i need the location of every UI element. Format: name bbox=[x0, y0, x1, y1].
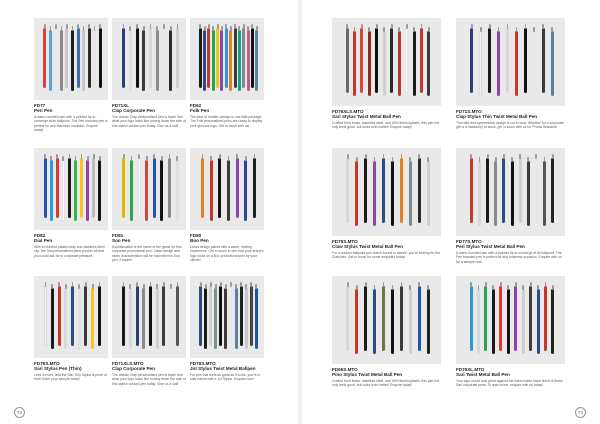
product-name: Jot Stylus Twist Metal Ballpen bbox=[190, 366, 256, 372]
pen-image bbox=[129, 30, 132, 90]
product-name: Pino Stylus Twist Metal Ball Pen bbox=[332, 372, 403, 378]
product-code: FD76S.MTO bbox=[190, 361, 216, 366]
pen-image bbox=[62, 160, 65, 220]
product-code: FD76XL.MTO bbox=[456, 367, 485, 372]
pen-image bbox=[84, 286, 87, 346]
product-card bbox=[34, 18, 108, 132]
pen-image bbox=[216, 28, 219, 88]
product-card bbox=[190, 276, 264, 382]
pen-image bbox=[373, 161, 376, 226]
pen-image bbox=[162, 286, 165, 346]
product-card bbox=[112, 148, 186, 262]
pen-image bbox=[470, 158, 473, 223]
pen-image bbox=[418, 286, 421, 351]
pen-image bbox=[130, 160, 133, 220]
pen-image bbox=[405, 28, 408, 93]
pen-image bbox=[169, 288, 172, 348]
pen-image bbox=[542, 28, 545, 93]
product-description: A warm rounded pen with a pointed tip to converge at its ballpoint. The Peri branded pen is perfect for any business occasion. Enquire with us for a sample now. bbox=[456, 250, 562, 264]
pen-image bbox=[78, 288, 81, 348]
product-description: Clean design paired with a warm, inviting experience. Get in touch to see how your brand's logo looks on a Boo promotional pen by your clients! bbox=[190, 244, 264, 263]
pen-image bbox=[230, 286, 233, 346]
pen-image bbox=[251, 28, 254, 88]
pen-image bbox=[149, 286, 152, 346]
product-name: Clap Stylus Thin Twist Metal Ball Pen bbox=[456, 114, 538, 120]
pen-image bbox=[156, 30, 159, 90]
pen-image bbox=[484, 286, 487, 351]
product-photo bbox=[112, 276, 186, 358]
pen-image bbox=[499, 286, 502, 351]
pen-image bbox=[98, 160, 101, 220]
pen-image bbox=[160, 160, 163, 220]
pen-image bbox=[492, 289, 495, 354]
product-name: Folk Pen bbox=[190, 108, 210, 114]
pen-image bbox=[497, 31, 500, 96]
pen-image bbox=[176, 286, 179, 346]
pen-image bbox=[225, 28, 228, 88]
pen-image bbox=[355, 289, 358, 354]
pen-image bbox=[68, 158, 71, 218]
pen-image bbox=[253, 158, 256, 218]
product-photo bbox=[332, 276, 441, 364]
pen-image bbox=[129, 288, 132, 348]
pen-image bbox=[477, 289, 480, 354]
product-code: FD71XLS.MTO bbox=[112, 361, 144, 366]
pen-image bbox=[360, 28, 363, 93]
pen-image bbox=[375, 28, 378, 93]
product-card bbox=[332, 276, 441, 388]
pen-image bbox=[176, 28, 179, 88]
pen-image bbox=[502, 158, 505, 223]
pen-image bbox=[507, 289, 510, 354]
pen-image bbox=[43, 28, 46, 88]
product-photo bbox=[34, 18, 108, 100]
pen-image bbox=[511, 161, 514, 226]
product-photo bbox=[112, 18, 186, 100]
pen-image bbox=[543, 161, 546, 226]
pen-image bbox=[533, 31, 536, 96]
product-photo bbox=[332, 148, 441, 236]
pen-image bbox=[74, 160, 77, 220]
pen-image bbox=[346, 158, 349, 223]
pen-image bbox=[220, 30, 223, 90]
pen-image bbox=[479, 31, 482, 96]
pen-image bbox=[199, 28, 202, 88]
product-name: Peri Stylus Twist Metal Ball Pen bbox=[456, 244, 525, 250]
page-number-left: 72 bbox=[14, 407, 25, 418]
product-card bbox=[190, 148, 264, 262]
product-code: FD77 bbox=[34, 103, 46, 108]
pen-image bbox=[60, 30, 63, 90]
pen-image bbox=[470, 28, 473, 93]
pen-image bbox=[71, 286, 74, 346]
product-code: FD71S.MTO bbox=[456, 109, 482, 114]
product-name: Sari Twist Metal Ball Pen bbox=[456, 372, 510, 378]
product-code: FD75S.MTO bbox=[332, 239, 358, 244]
pen-image bbox=[227, 160, 230, 220]
pen-image bbox=[390, 28, 393, 93]
product-card bbox=[112, 276, 186, 386]
pen-image bbox=[71, 30, 74, 90]
pen-image bbox=[398, 31, 401, 96]
pen-image bbox=[529, 286, 532, 351]
pen-image bbox=[207, 28, 210, 88]
product-card bbox=[34, 276, 108, 382]
pen-image bbox=[210, 160, 213, 220]
pen-image bbox=[486, 158, 489, 223]
pen-image bbox=[199, 286, 202, 346]
pen-image bbox=[168, 158, 171, 218]
product-card bbox=[34, 148, 108, 258]
pen-image bbox=[544, 286, 547, 351]
pen-image bbox=[122, 286, 125, 346]
pen-image bbox=[51, 288, 54, 348]
pen-image bbox=[145, 160, 148, 220]
pen-image bbox=[212, 30, 215, 90]
pen-image bbox=[156, 288, 159, 348]
pen-image bbox=[255, 30, 258, 90]
pen-image bbox=[229, 30, 232, 90]
pen-image bbox=[551, 31, 554, 96]
pen-image bbox=[91, 288, 94, 348]
pen-image bbox=[488, 28, 491, 93]
product-description: Crafted from brass, stainless steel, and 40% thermoplastic, this pen not only feels good, but looks even better! Enquire today! bbox=[332, 120, 440, 130]
product-name: Dial Pen bbox=[34, 238, 53, 244]
pen-image bbox=[506, 28, 509, 93]
pen-image bbox=[391, 289, 394, 354]
product-card bbox=[456, 18, 565, 130]
pen-image bbox=[162, 28, 165, 88]
product-description: The classic Clap personalised pen is back! See what your logo looks like turning down the side of this stylish custom pen today. Give us a call! bbox=[112, 114, 186, 128]
product-card bbox=[456, 276, 565, 388]
pen-image bbox=[527, 161, 530, 226]
pen-image bbox=[382, 286, 385, 351]
pen-image bbox=[235, 288, 238, 348]
pen-image bbox=[383, 31, 386, 96]
product-photo bbox=[34, 276, 108, 358]
pen-image bbox=[494, 161, 497, 226]
product-code: FD71XL bbox=[112, 103, 130, 108]
pen-image bbox=[238, 30, 241, 90]
pen-image bbox=[519, 158, 522, 223]
product-name: Soo Pen bbox=[112, 238, 131, 244]
pen-image bbox=[54, 28, 57, 88]
pen-image bbox=[364, 286, 367, 351]
pen-image bbox=[524, 28, 527, 93]
pen-image bbox=[209, 286, 212, 346]
product-photo bbox=[190, 148, 264, 230]
pen-image bbox=[86, 160, 89, 220]
pen-image bbox=[203, 30, 206, 90]
pen-image bbox=[92, 158, 95, 218]
pen-image bbox=[58, 286, 61, 346]
pen-image bbox=[98, 286, 101, 346]
pen-image bbox=[50, 160, 53, 220]
pen-image bbox=[136, 286, 139, 346]
pen-image bbox=[136, 28, 139, 88]
product-photo bbox=[112, 148, 186, 230]
pen-image bbox=[153, 158, 156, 218]
pen-image bbox=[149, 28, 152, 88]
pen-image bbox=[122, 28, 125, 88]
product-name: Sari Stylus Pen (Thin) bbox=[34, 366, 82, 372]
pen-image bbox=[478, 161, 481, 226]
pen-image bbox=[551, 289, 554, 354]
product-description: For pen that feels as great as it looks, you're in safe hands with a Jot Stylus. Enquire now! bbox=[190, 372, 261, 382]
product-description: This slim and symmetrical design is cut to wow. Whether for a corporate gift or a stationery to stock, get in touch with us for Promo Branded! bbox=[456, 120, 564, 130]
product-card bbox=[112, 18, 186, 128]
product-code: FD82 bbox=[34, 233, 46, 238]
pen-image bbox=[427, 161, 430, 226]
product-photo bbox=[456, 148, 565, 236]
pen-image bbox=[413, 31, 416, 96]
pen-image bbox=[142, 288, 145, 348]
pen-image bbox=[169, 30, 172, 90]
product-code: FD80 bbox=[190, 233, 202, 238]
product-photo bbox=[332, 18, 441, 106]
pen-image bbox=[364, 158, 367, 223]
pen-image bbox=[218, 158, 221, 218]
pen-image bbox=[400, 286, 403, 351]
product-photo bbox=[456, 276, 565, 364]
pen-image bbox=[88, 28, 91, 88]
pen-image bbox=[409, 161, 412, 226]
pen-image bbox=[418, 158, 421, 223]
product-description: Sophistication is the name of the game for this corporate promotional pen. Clean design and sleek characteristics will be had with this Soo pen. Enquire! bbox=[112, 244, 182, 263]
pen-image bbox=[355, 161, 358, 226]
pen-image bbox=[409, 289, 412, 354]
pen-image bbox=[420, 28, 423, 93]
product-card bbox=[456, 148, 565, 264]
product-name: Clap Corporate Pen bbox=[112, 366, 155, 372]
product-name: Peri Pen bbox=[34, 108, 53, 114]
product-description: Crafted from brass, stainless steel, and 40% thermoplastic, this pen not only feels good, but looks even better! Enquire today! bbox=[332, 378, 440, 388]
pen-image bbox=[346, 28, 349, 93]
pen-image bbox=[373, 289, 376, 354]
pen-image bbox=[250, 286, 253, 346]
pen-image bbox=[535, 158, 538, 223]
pen-image bbox=[234, 28, 237, 88]
pen-image bbox=[400, 158, 403, 223]
product-code: FD62 bbox=[190, 103, 202, 108]
pen-image bbox=[353, 31, 356, 96]
pen-image bbox=[242, 28, 245, 88]
pen-image bbox=[514, 286, 517, 351]
product-description: For a custom ballpoint pen that is bound to dazzle, you're looking for the Claw pen. Get in touch for some enquiries today! bbox=[332, 250, 441, 260]
product-description: The classic Clap personalised pen is back! See what your logo looks like turning down the side of this stylish custom pen today. Give us a call! bbox=[112, 372, 186, 386]
product-photo bbox=[456, 18, 565, 106]
pen-image bbox=[245, 288, 248, 348]
pen-image bbox=[201, 158, 204, 218]
pen-image bbox=[522, 289, 525, 354]
pen-image bbox=[122, 158, 125, 218]
product-description: With a rounded plastic body and stainless steel clip, the Dial personalised pens provide all that you could ask for in corporate pleasure. bbox=[34, 244, 105, 258]
pen-image bbox=[244, 160, 247, 220]
pen-image bbox=[551, 158, 554, 223]
pen-image bbox=[537, 289, 540, 354]
pen-image bbox=[224, 288, 227, 348]
pen-image bbox=[247, 30, 250, 90]
pen-image bbox=[56, 158, 59, 218]
pen-image bbox=[65, 28, 68, 88]
page-number-right: 73 bbox=[575, 407, 586, 418]
product-code: FD76S.MTO bbox=[34, 361, 60, 366]
product-name: Sari Stylus Twist Metal Ball Pen bbox=[332, 114, 401, 120]
product-photo bbox=[190, 18, 264, 100]
pen-image bbox=[427, 31, 430, 96]
product-code: FD81 bbox=[112, 233, 124, 238]
pen-image bbox=[77, 28, 80, 88]
product-card bbox=[190, 18, 264, 128]
pen-image bbox=[204, 288, 207, 348]
pen-image bbox=[64, 288, 67, 348]
pen-image bbox=[214, 288, 217, 348]
pen-image bbox=[80, 158, 83, 218]
product-description: The best of modern design in one little package. The Folk personalised pens are ready to display your glorious logo. Get in touch with us! bbox=[190, 114, 263, 128]
pen-image bbox=[44, 158, 47, 218]
product-code: FD76XLS.MTO bbox=[332, 109, 364, 114]
product-card bbox=[332, 148, 441, 260]
pen-image bbox=[391, 161, 394, 226]
product-description: Your logo would look great against the warm matte black finish of these Sari corporate pens. To learn more, enquire with us today! bbox=[456, 378, 563, 388]
pen-image bbox=[470, 286, 473, 351]
product-code: FD65S.MTO bbox=[332, 367, 358, 372]
pen-image bbox=[382, 158, 385, 223]
product-photo bbox=[34, 148, 108, 230]
product-card bbox=[332, 18, 441, 130]
product-code: FD77S.MTO bbox=[456, 239, 482, 244]
pen-image bbox=[427, 289, 430, 354]
pen-image bbox=[99, 28, 102, 88]
pen-image bbox=[93, 30, 96, 90]
pen-image bbox=[44, 286, 47, 346]
pen-image bbox=[219, 286, 222, 346]
product-photo bbox=[190, 276, 264, 358]
pen-image bbox=[255, 288, 258, 348]
product-description: Less is more, and the Sari Thin Stylus is proof of that! Order your sample today! bbox=[34, 372, 107, 382]
pen-image bbox=[240, 286, 243, 346]
pen-image bbox=[82, 30, 85, 90]
pen-image bbox=[49, 30, 52, 90]
pen-image bbox=[138, 158, 141, 218]
product-name: Boo Pen bbox=[190, 238, 209, 244]
pen-image bbox=[515, 31, 518, 96]
pen-image bbox=[368, 31, 371, 96]
pen-image bbox=[142, 30, 145, 90]
pen-image bbox=[236, 158, 239, 218]
pen-image bbox=[346, 286, 349, 351]
product-description: A warm rounded pen with a pointed tip to converge at its ballpoint. The Peri rounded pen is perfect for any business occasion. Enquire today! bbox=[34, 114, 108, 133]
product-name: Claw Stylus Twist Metal Ball Pen bbox=[332, 244, 403, 250]
product-name: Clap Corporate Pen bbox=[112, 108, 155, 114]
pen-image bbox=[176, 160, 179, 220]
